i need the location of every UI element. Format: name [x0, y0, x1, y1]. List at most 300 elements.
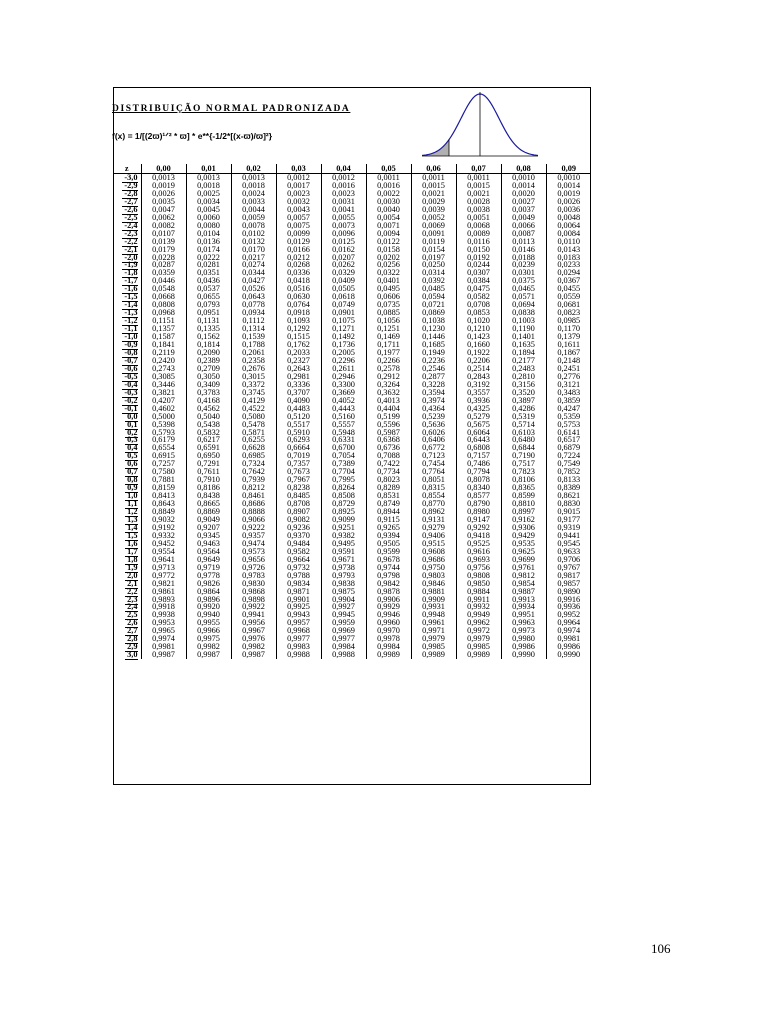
table-cell: 0,9582 — [276, 548, 321, 556]
table-cell: 0,0087 — [501, 230, 546, 238]
table-cell: 0,0968 — [141, 309, 186, 317]
table-cell: 0,9207 — [186, 524, 231, 532]
table-cell: 0,0015 — [411, 182, 456, 190]
table-cell: 0,2981 — [276, 373, 321, 381]
table-cell: 0,9706 — [546, 556, 591, 564]
table-cell: 0,3050 — [186, 373, 231, 381]
table-cell: 0,9973 — [501, 627, 546, 635]
table-cell: 0,0212 — [276, 254, 321, 262]
table-cell: 0,0559 — [546, 293, 591, 301]
table-cell: 0,0655 — [186, 293, 231, 301]
table-cell: 0,8643 — [141, 500, 186, 508]
header-col: 0,06 — [411, 164, 456, 174]
table-cell: 0,4129 — [231, 397, 276, 405]
table-cell: 0,0392 — [411, 277, 456, 285]
table-cell: 0,7357 — [276, 460, 321, 468]
table-cell: 0,7611 — [186, 468, 231, 476]
table-cell: 0,9985 — [456, 643, 501, 651]
table-cell: 0,0268 — [276, 261, 321, 269]
table-cell: 0,1075 — [321, 317, 366, 325]
table-cell: 0,1922 — [456, 349, 501, 357]
table-cell: 0,9686 — [411, 556, 456, 564]
table-cell: 0,0823 — [546, 309, 591, 317]
table-cell: 0,9922 — [231, 603, 276, 611]
table-cell: 0,3520 — [501, 389, 546, 397]
table-cell: 0,0013 — [141, 174, 186, 182]
header-col: 0,01 — [186, 164, 231, 174]
table-cell: 0,7422 — [366, 460, 411, 468]
table-cell: 0,4364 — [411, 405, 456, 413]
table-cell: 0,9981 — [546, 635, 591, 643]
table-cell: 0,0853 — [456, 309, 501, 317]
row-z-value: 1,8 — [127, 554, 138, 564]
table-cell: 0,8749 — [366, 500, 411, 508]
table-cell: 0,9979 — [456, 635, 501, 643]
table-cell: 0,9838 — [321, 580, 366, 588]
table-cell: 0,2843 — [456, 373, 501, 381]
table-cell: 0,9515 — [411, 540, 456, 548]
table-cell: 0,7881 — [141, 476, 186, 484]
table-cell: 0,3085 — [141, 373, 186, 381]
table-cell: 0,1469 — [366, 333, 411, 341]
table-cell: 0,8289 — [366, 484, 411, 492]
table-cell: 0,0239 — [501, 261, 546, 269]
table-cell: 0,6700 — [321, 444, 366, 452]
table-cell: 0,2643 — [276, 365, 321, 373]
table-cell: 0,7291 — [186, 460, 231, 468]
row-z-value: -2,8 — [124, 188, 138, 198]
table-cell: 0,0582 — [456, 293, 501, 301]
table-cell: 0,8554 — [411, 492, 456, 500]
table-cell: 0,1190 — [501, 325, 546, 333]
table-cell: 0,1210 — [456, 325, 501, 333]
table-cell: 0,9871 — [276, 588, 321, 596]
table-cell: 0,0040 — [366, 206, 411, 214]
table-cell: 0,0427 — [231, 277, 276, 285]
table-cell: 0,0250 — [411, 261, 456, 269]
table-cell: 0,0188 — [501, 254, 546, 262]
row-z-label — [113, 651, 141, 659]
header-col: 0,02 — [231, 164, 276, 174]
header-z: z — [124, 164, 129, 173]
row-z-value: -1,8 — [124, 268, 138, 278]
table-cell: 0,1867 — [546, 349, 591, 357]
table-cell: 0,9625 — [501, 548, 546, 556]
table-cell: 0,3156 — [501, 381, 546, 389]
table-cell: 0,7157 — [456, 452, 501, 460]
table-cell: 0,9834 — [276, 580, 321, 588]
table-cell: 0,5753 — [546, 421, 591, 429]
table-cell: 0,9826 — [186, 580, 231, 588]
table-cell: 0,9713 — [141, 564, 186, 572]
table-cell: 0,0778 — [231, 301, 276, 309]
table-cell: 0,6331 — [321, 436, 366, 444]
table-cell: 0,4013 — [366, 397, 411, 405]
table-cell: 0,0495 — [366, 285, 411, 293]
table-cell: 0,0207 — [321, 254, 366, 262]
table-cell: 0,0170 — [231, 246, 276, 254]
table-cell: 0,9812 — [501, 572, 546, 580]
table-cell: 0,9864 — [186, 588, 231, 596]
table-cell: 0,9965 — [141, 627, 186, 635]
table-cell: 0,0158 — [366, 246, 411, 254]
table-cell: 0,9406 — [411, 532, 456, 540]
table-cell: 0,0359 — [141, 269, 186, 277]
table-cell: 0,0029 — [411, 198, 456, 206]
table-cell: 0,5199 — [366, 413, 411, 421]
row-z-value: 0,0 — [127, 411, 138, 421]
table-cell: 0,6517 — [546, 436, 591, 444]
table-cell: 0,9382 — [321, 532, 366, 540]
table-cell: 0,8078 — [456, 476, 501, 484]
z-table — [113, 164, 591, 659]
table-cell: 0,1379 — [546, 333, 591, 341]
table-cell: 0,5871 — [231, 429, 276, 437]
table-cell: 0,1539 — [231, 333, 276, 341]
table-cell: 0,9394 — [366, 532, 411, 540]
table-cell: 0,6293 — [276, 436, 321, 444]
table-cell: 0,9177 — [546, 516, 591, 524]
table-cell: 0,0043 — [276, 206, 321, 214]
table-cell: 0,7967 — [276, 476, 321, 484]
table-cell: 0,3897 — [501, 397, 546, 405]
table-cell: 0,6736 — [366, 444, 411, 452]
table-cell: 0,6406 — [411, 436, 456, 444]
row-z-value: -2,6 — [124, 204, 138, 214]
table-cell: 0,9987 — [141, 651, 186, 659]
table-cell: 0,0793 — [186, 301, 231, 309]
table-cell: 0,9913 — [501, 596, 546, 604]
table-cell: 0,9983 — [276, 643, 321, 651]
table-cell: 0,0307 — [456, 269, 501, 277]
table-cell: 0,0694 — [501, 301, 546, 309]
table-cell: 0,9671 — [321, 556, 366, 564]
table-cell: 0,6103 — [501, 429, 546, 437]
table-cell: 0,3372 — [231, 381, 276, 389]
table-cell: 0,0049 — [501, 214, 546, 222]
table-row — [113, 651, 591, 659]
table-cell: 0,6554 — [141, 444, 186, 452]
table-cell: 0,7190 — [501, 452, 546, 460]
table-cell: 0,9957 — [276, 619, 321, 627]
table-cell: 0,0044 — [231, 206, 276, 214]
table-cell: 0,9803 — [411, 572, 456, 580]
table-cell: 0,9345 — [186, 532, 231, 540]
table-cell: 0,0367 — [546, 277, 591, 285]
table-cell: 0,3446 — [141, 381, 186, 389]
table-cell: 0,3594 — [411, 389, 456, 397]
table-cell: 0,6985 — [231, 452, 276, 460]
table-cell: 0,0082 — [141, 222, 186, 230]
table-cell: 0,2776 — [546, 373, 591, 381]
table-cell: 0,1020 — [456, 317, 501, 325]
table-cell: 0,9429 — [501, 532, 546, 540]
table-cell: 0,8461 — [231, 492, 276, 500]
table-cell: 0,0011 — [456, 174, 501, 182]
table-cell: 0,0020 — [501, 190, 546, 198]
table-cell: 0,9319 — [546, 524, 591, 532]
table-cell: 0,9956 — [231, 619, 276, 627]
table-cell: 0,0091 — [411, 230, 456, 238]
table-cell: 0,9817 — [546, 572, 591, 580]
table-cell: 0,8925 — [321, 508, 366, 516]
table-cell: 0,0485 — [411, 285, 456, 293]
table-cell: 0,0885 — [366, 309, 411, 317]
table-cell: 0,9985 — [411, 643, 456, 651]
table-cell: 0,8577 — [456, 492, 501, 500]
table-cell: 0,9147 — [456, 516, 501, 524]
table-cell: 0,4483 — [276, 405, 321, 413]
table-cell: 0,2148 — [546, 357, 591, 365]
table-cell: 0,2033 — [276, 349, 321, 357]
table-cell: 0,0537 — [186, 285, 231, 293]
table-cell: 0,0197 — [411, 254, 456, 262]
row-z-value: -1,4 — [124, 300, 138, 310]
table-cell: 0,9960 — [366, 619, 411, 627]
row-z-value: 2,9 — [127, 642, 138, 652]
table-cell: 0,1788 — [231, 341, 276, 349]
table-cell: 0,5478 — [231, 421, 276, 429]
table-cell: 0,9974 — [141, 635, 186, 643]
table-cell: 0,9938 — [141, 611, 186, 619]
table-cell: 0,9463 — [186, 540, 231, 548]
table-cell: 0,9726 — [231, 564, 276, 572]
table-cell: 0,0014 — [546, 182, 591, 190]
row-z-value: -2,5 — [124, 212, 138, 222]
table-cell: 0,8389 — [546, 484, 591, 492]
table-cell: 0,9370 — [276, 532, 321, 540]
table-body — [113, 174, 591, 660]
table-cell: 0,4052 — [321, 397, 366, 405]
table-cell: 0,0045 — [186, 206, 231, 214]
table-cell: 0,2296 — [321, 357, 366, 365]
table-cell: 0,1660 — [456, 341, 501, 349]
table-cell: 0,9984 — [321, 643, 366, 651]
table-cell: 0,7823 — [501, 468, 546, 476]
table-cell: 0,9265 — [366, 524, 411, 532]
table-cell: 0,1492 — [321, 333, 366, 341]
table-cell: 0,1056 — [366, 317, 411, 325]
table-cell: 0,0901 — [321, 309, 366, 317]
table-cell: 0,3859 — [546, 397, 591, 405]
table-cell: 0,9484 — [276, 540, 321, 548]
table-cell: 0,0192 — [456, 254, 501, 262]
table-cell: 0,9974 — [546, 627, 591, 635]
table-cell: 0,1335 — [186, 325, 231, 333]
table-cell: 0,0021 — [411, 190, 456, 198]
table-cell: 0,0016 — [321, 182, 366, 190]
table-cell: 0,9505 — [366, 540, 411, 548]
table-cell: 0,0048 — [546, 214, 591, 222]
table-cell: 0,9049 — [186, 516, 231, 524]
table-cell: 0,0023 — [276, 190, 321, 198]
table-cell: 0,9978 — [366, 635, 411, 643]
table-cell: 0,1711 — [366, 341, 411, 349]
table-cell: 0,9032 — [141, 516, 186, 524]
table-cell: 0,9616 — [456, 548, 501, 556]
table-cell: 0,2676 — [231, 365, 276, 373]
table-cell: 0,9678 — [366, 556, 411, 564]
table-cell: 0,9962 — [456, 619, 501, 627]
table-cell: 0,9767 — [546, 564, 591, 572]
table-cell: 0,7224 — [546, 452, 591, 460]
table-cell: 0,0301 — [501, 269, 546, 277]
table-cell: 0,6179 — [141, 436, 186, 444]
table-cell: 0,8621 — [546, 492, 591, 500]
table-cell: 0,4090 — [276, 397, 321, 405]
table-cell: 0,0294 — [546, 269, 591, 277]
table-cell: 0,2709 — [186, 365, 231, 373]
table-cell: 0,1423 — [456, 333, 501, 341]
table-cell: 0,9982 — [186, 643, 231, 651]
table-cell: 0,5160 — [321, 413, 366, 421]
table-cell: 0,9893 — [141, 596, 186, 604]
table-cell: 0,9857 — [546, 580, 591, 588]
table-cell: 0,0764 — [276, 301, 321, 309]
table-cell: 0,8133 — [546, 476, 591, 484]
row-z-value: -1,2 — [124, 316, 138, 326]
table-cell: 0,2611 — [321, 365, 366, 373]
table-cell: 0,9898 — [231, 596, 276, 604]
row-z-value: 0,7 — [127, 467, 138, 477]
table-cell: 0,9970 — [366, 627, 411, 635]
table-cell: 0,3192 — [456, 381, 501, 389]
table-cell: 0,2451 — [546, 365, 591, 373]
table-cell: 0,9495 — [321, 540, 366, 548]
table-cell: 0,8962 — [411, 508, 456, 516]
table-cell: 0,3483 — [546, 389, 591, 397]
table-cell: 0,0023 — [321, 190, 366, 198]
table-cell: 0,3669 — [321, 389, 366, 397]
header-col: 0,03 — [276, 164, 321, 174]
row-z-value: 1,2 — [127, 507, 138, 517]
table-cell: 0,0455 — [546, 285, 591, 293]
table-cell: 0,8365 — [501, 484, 546, 492]
table-cell: 0,5438 — [186, 421, 231, 429]
table-cell: 0,0183 — [546, 254, 591, 262]
table-cell: 0,9292 — [456, 524, 501, 532]
table-cell: 0,8907 — [276, 508, 321, 516]
table-cell: 0,6808 — [456, 444, 501, 452]
table-cell: 0,7764 — [411, 468, 456, 476]
table-cell: 0,8264 — [321, 484, 366, 492]
table-cell: 0,1736 — [321, 341, 366, 349]
table-cell: 0,0069 — [411, 222, 456, 230]
table-cell: 0,9990 — [546, 651, 591, 659]
table-cell: 0,8849 — [141, 508, 186, 516]
table-cell: 0,0078 — [231, 222, 276, 230]
header-col: 0,07 — [456, 164, 501, 174]
table-cell: 0,5000 — [141, 413, 186, 421]
table-cell: 0,0019 — [141, 182, 186, 190]
table-cell: 0,0668 — [141, 293, 186, 301]
table-cell: 0,0034 — [186, 198, 231, 206]
table-cell: 0,7734 — [366, 468, 411, 476]
table-cell: 0,7324 — [231, 460, 276, 468]
table-cell: 0,1949 — [411, 349, 456, 357]
table-cell: 0,9975 — [186, 635, 231, 643]
row-z-value: -1,0 — [124, 332, 138, 342]
row-z-value: -0,5 — [124, 371, 138, 381]
table-cell: 0,0038 — [456, 206, 501, 214]
row-z-value: -1,5 — [124, 292, 138, 302]
table-cell: 0,9986 — [501, 643, 546, 651]
table-cell: 0,8686 — [231, 500, 276, 508]
table-cell: 0,9875 — [321, 588, 366, 596]
table-cell: 0,7454 — [411, 460, 456, 468]
table-cell: 0,9236 — [276, 524, 321, 532]
table-cell: 0,9633 — [546, 548, 591, 556]
table-cell: 0,9738 — [321, 564, 366, 572]
table-cell: 0,9916 — [546, 596, 591, 604]
row-z-value: -0,3 — [124, 387, 138, 397]
table-cell: 0,0010 — [546, 174, 591, 182]
table-cell: 0,6141 — [546, 429, 591, 437]
table-cell: 0,6844 — [501, 444, 546, 452]
table-cell: 0,0037 — [501, 206, 546, 214]
table-cell: 0,0011 — [411, 174, 456, 182]
table-cell: 0,8051 — [411, 476, 456, 484]
row-z-value: 1,3 — [127, 514, 138, 524]
table-cell: 0,9131 — [411, 516, 456, 524]
table-cell: 0,9332 — [141, 532, 186, 540]
table-cell: 0,7486 — [456, 460, 501, 468]
table-cell: 0,9955 — [186, 619, 231, 627]
header-col: 0,05 — [366, 164, 411, 174]
table-cell: 0,9963 — [501, 619, 546, 627]
row-z-value: 0,6 — [127, 459, 138, 469]
table-cell: 0,7794 — [456, 468, 501, 476]
table-cell: 0,9990 — [501, 651, 546, 659]
table-cell: 0,0026 — [141, 190, 186, 198]
table-cell: 0,9306 — [501, 524, 546, 532]
row-z-value: 2,7 — [127, 626, 138, 636]
table-cell: 0,0032 — [276, 198, 321, 206]
table-cell: 0,0107 — [141, 230, 186, 238]
table-cell: 0,0054 — [366, 214, 411, 222]
table-cell: 0,9927 — [321, 603, 366, 611]
table-cell: 0,6480 — [501, 436, 546, 444]
table-cell: 0,2514 — [456, 365, 501, 373]
table-cell: 0,0071 — [366, 222, 411, 230]
table-cell: 0,0110 — [546, 238, 591, 246]
header-col: 0,08 — [501, 164, 546, 174]
table-cell: 0,0022 — [366, 190, 411, 198]
row-z-value: -1,7 — [124, 276, 138, 286]
table-cell: 0,9699 — [501, 556, 546, 564]
table-cell: 0,8413 — [141, 492, 186, 500]
table-cell: 0,9980 — [501, 635, 546, 643]
table-cell: 0,5040 — [186, 413, 231, 421]
table-cell: 0,2177 — [501, 357, 546, 365]
row-z-value: -0,6 — [124, 363, 138, 373]
table-cell: 0,9535 — [501, 540, 546, 548]
table-cell: 0,4443 — [321, 405, 366, 413]
table-cell: 0,0018 — [231, 182, 276, 190]
table-cell: 0,3707 — [276, 389, 321, 397]
table-cell: 0,0721 — [411, 301, 456, 309]
table-cell: 0,0019 — [546, 190, 591, 198]
table-cell: 0,9115 — [366, 516, 411, 524]
table-cell: 0,0016 — [366, 182, 411, 190]
table-cell: 0,0630 — [276, 293, 321, 301]
table-cell: 0,8159 — [141, 484, 186, 492]
table-cell: 0,8186 — [186, 484, 231, 492]
row-z-value: -1,3 — [124, 308, 138, 318]
table-cell: 0,9934 — [501, 603, 546, 611]
table-cell: 0,6443 — [456, 436, 501, 444]
table-cell: 0,9756 — [456, 564, 501, 572]
